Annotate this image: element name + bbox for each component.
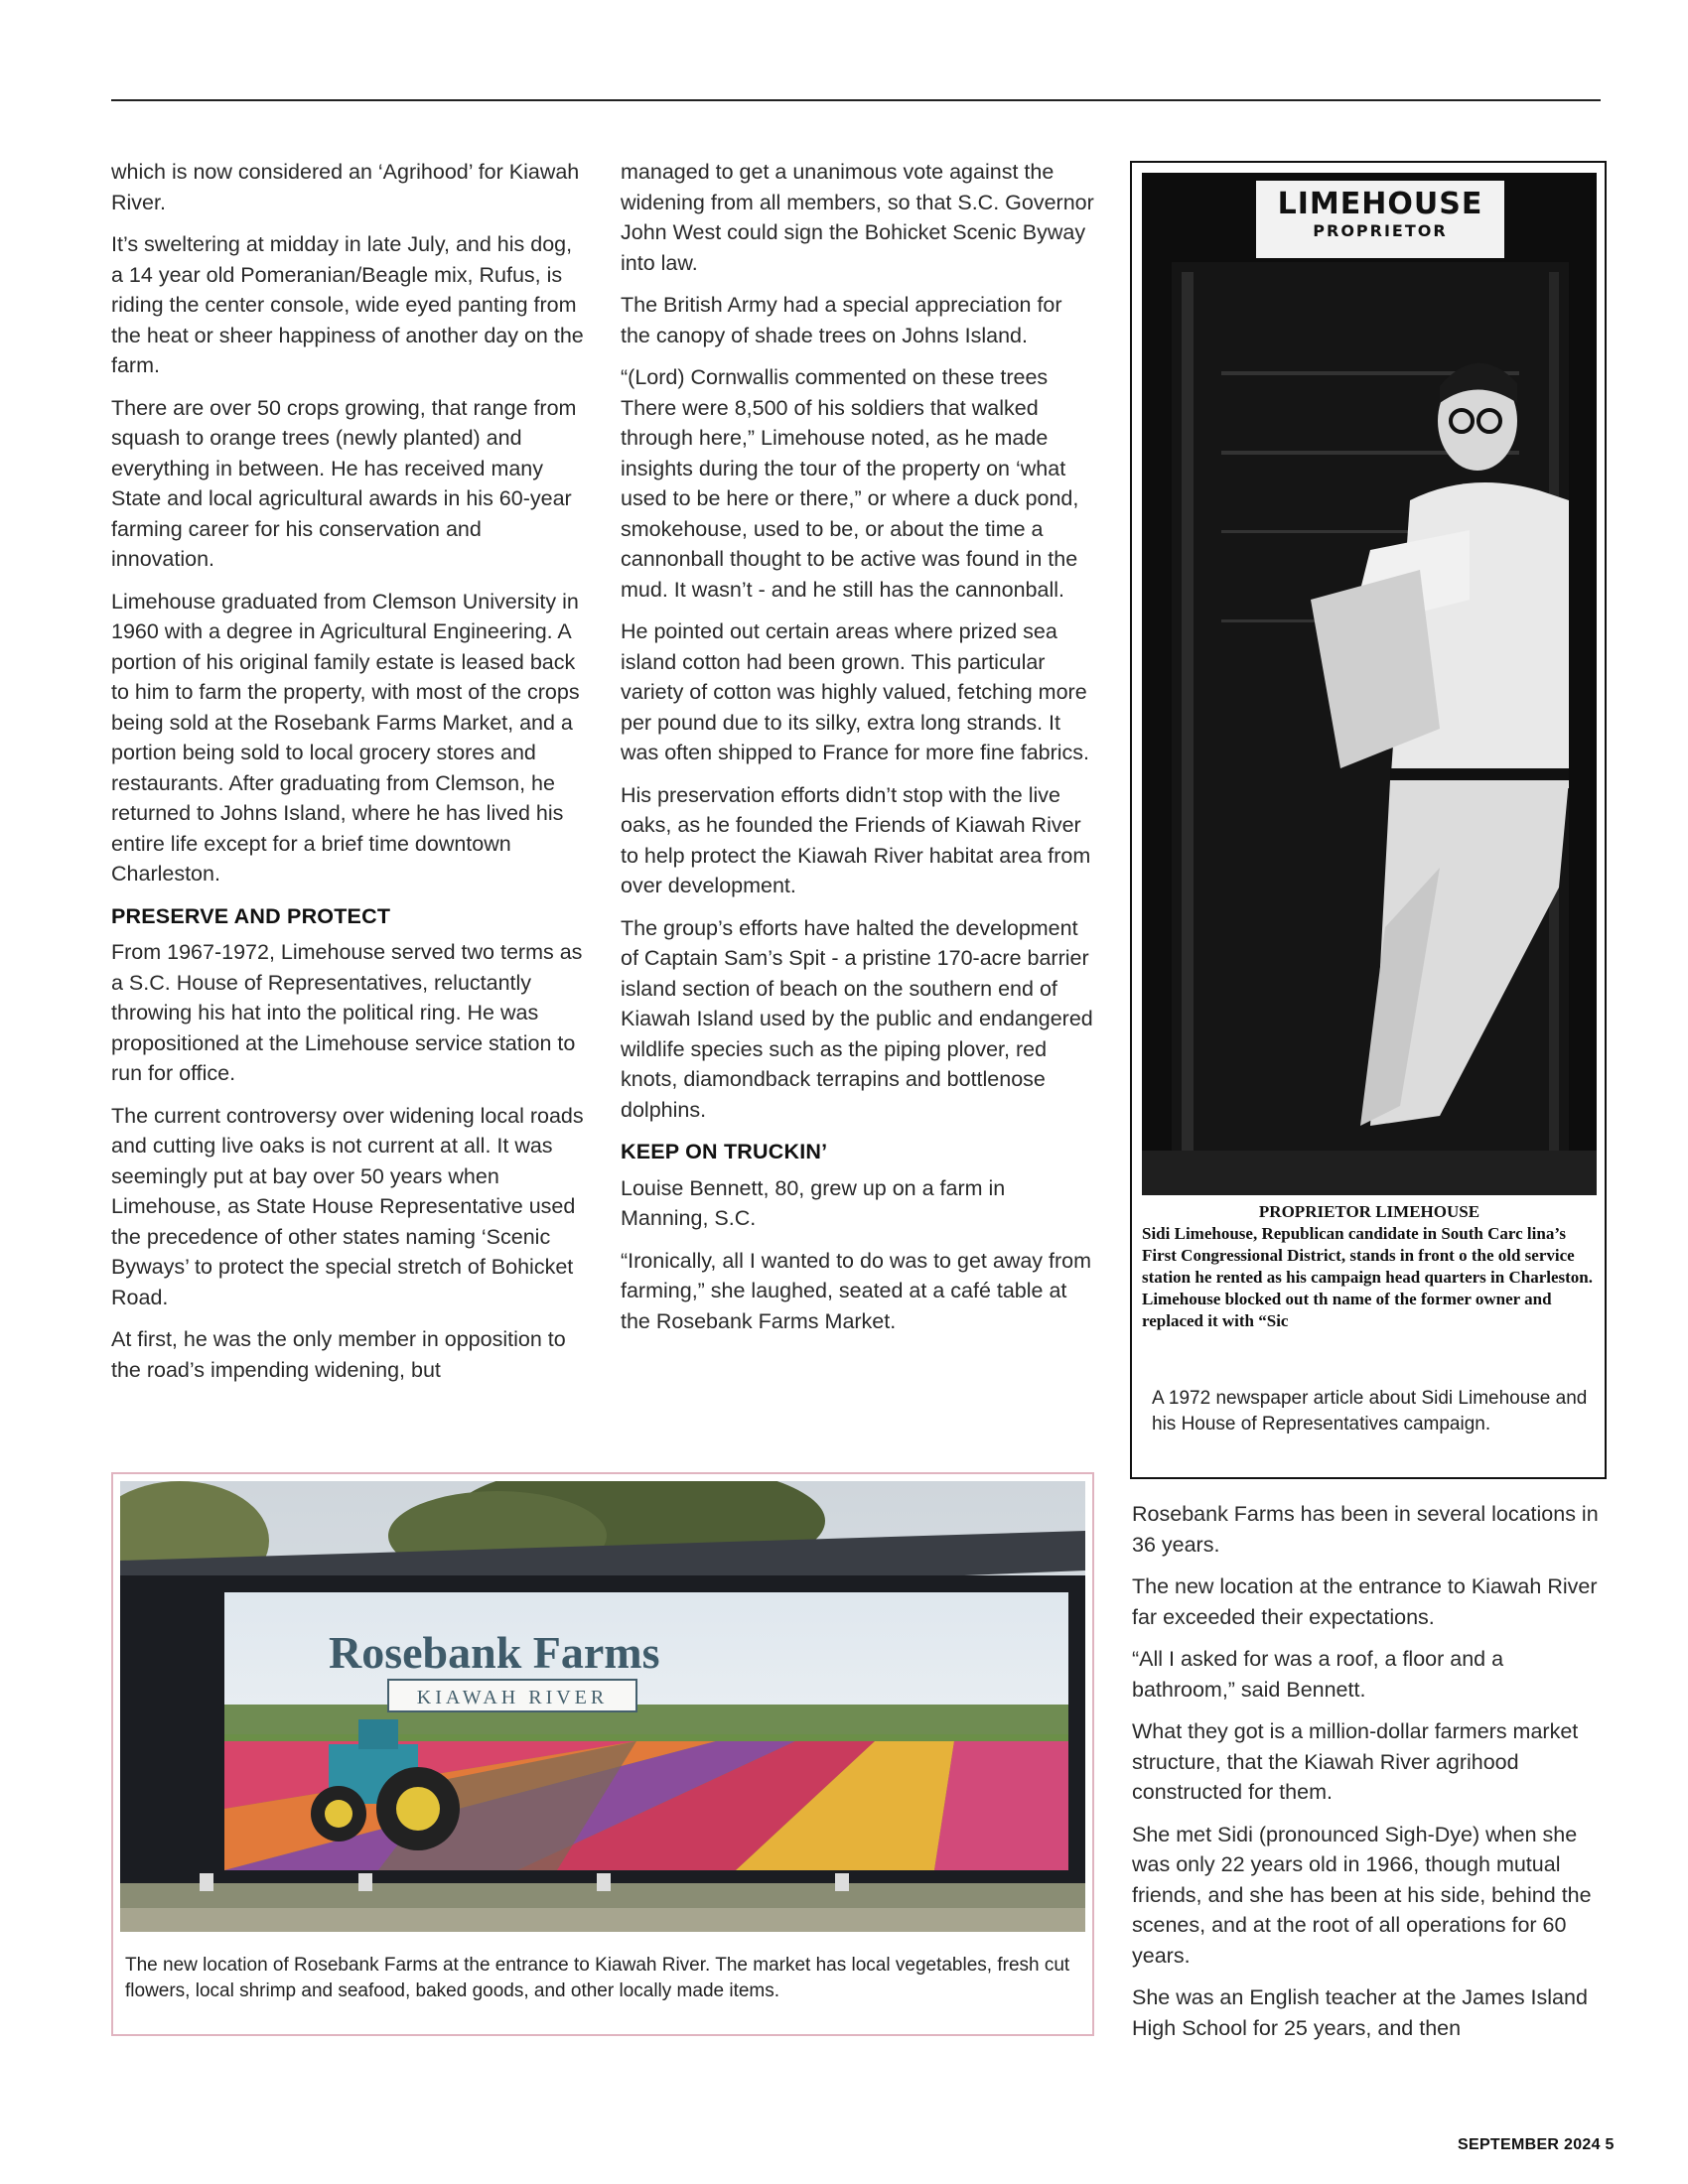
paragraph: His preservation efforts didn’t stop with the live oaks, as he founded the Friends of Kiawah River to help protect the Kiawah River habitat area from over development. [621,782,1091,897]
paragraph: Limehouse graduated from Clemson University in 1960 with a degree in Agricultural Engineering. A portion of his original family estate is leased back to him to farm the property, with most of the crops being sold at the Rosebank Farms Market, and a portion being sold to local grocery stores and restaurants. After graduating from Clemson, he returned to Johns Island, where he has lived his entire life except for a brief time downtown Charleston. [111,589,580,886]
paragraph: It’s sweltering at midday in late July, and his dog, a 14 year old Pomeranian/Beagle mix, Rufus, is riding the center console, wide eyed panting from the heat or sheer happiness of another day on the farm. [111,232,584,377]
newspaper-photo [1142,173,1597,1195]
paragraph: She met Sidi (pronounced Sigh-Dye) when she was only 22 years old in 1966, though mutual friends, and she has been at his side, behind the scenes, and at the root of all operations for 60 years. [1132,1822,1592,1968]
paragraph: She was an English teacher at the James Island High School for 25 years, and then [1132,1985,1588,2040]
paragraph: At first, he was the only member in opposition to the road’s impending widening, but [111,1327,566,1382]
section-heading: PRESERVE AND PROTECT [111,903,391,928]
clip-title: PROPRIETOR LIMEHOUSE [1258,1202,1480,1221]
paragraph: managed to get a unanimous vote against the widening from all members, so that S.C. Governor John West could sign the Bohicket Scenic Byway into law. [621,160,1094,275]
article-column-1 [111,157,585,1397]
page-footer: SEPTEMBER 2024 5 [1458,2136,1615,2153]
sign-title: LIMEHOUSE [1277,187,1483,221]
paragraph: The new location at the entrance to Kiawah River far exceeded their expectations. [1132,1574,1598,1629]
limehouse-sign [1256,181,1504,258]
section-heading: KEEP ON TRUCKIN’ [621,1140,828,1163]
paragraph: What they got is a million-dollar farmers market structure, that the Kiawah River agrihood constructed for them. [1132,1719,1579,1804]
paragraph: The group’s efforts have halted the development of Captain Sam’s Spit - a pristine 170-acre barrier island section of beach on the southern end of Kiawah Island used by the public and endangered wildlife species such as the piping plover, red knots, diamondback terrapins and bottlenose dolphins. [621,915,1093,1122]
paragraph: which is now considered an ‘Agrihood’ for Kiawah River. [111,160,580,214]
article-column-2 [621,157,1094,1348]
paragraph: “Ironically, all I wanted to do was to get away from farming,” she laughed, seated at a café table at the Rosebank Farms Market. [621,1248,1092,1333]
paragraph: He pointed out certain areas where prized sea island cotton had been grown. This particular variety of cotton was highly valued, fetching more per pound due to its silky, extra long strands. It was often shipped to France for more fine fabrics. [621,619,1090,764]
paragraph: There are over 50 crops growing, that range from squash to orange trees (newly planted) and everything in between. He has received many State and local agricultural awards in his 60-year farming career for his conservation and innovation. [111,395,577,571]
paragraph: The current controversy over widening local roads and cutting live oaks is not current at all. It was seemingly put at bay over 50 years when Limehouse, as State House Representative used the precedence of other states naming ‘Scenic Byways’ to protect the special stretch of Bohicket Road. [111,1103,584,1309]
paragraph: From 1967-1972, Limehouse served two terms as a S.C. House of Representatives, reluctantly throwing his hat into the political ring. He was propositioned at the Limehouse service station to run for office. [111,940,583,1085]
mural-title: Rosebank Farms [329,1627,660,1678]
limehouse-photo-image [1142,173,1597,1195]
market-photo [120,1481,1085,1932]
article-column-3 [1132,1499,1605,2055]
sign-subtitle: PROPRIETOR [1313,221,1448,240]
rosebank-market-image [120,1481,1085,1932]
paragraph: Rosebank Farms has been in several locations in 36 years. [1132,1502,1599,1557]
newspaper-clip-text [1142,1201,1597,1350]
paragraph: “(Lord) Cornwallis commented on these trees There were 8,500 of his soldiers that walked through here,” Limehouse noted, as he made insights during the tour of the property on ‘what used to be here or there,” or where a duck pond, smokehouse, used to be, or about the time a cannonball thought to be active was found in the mud. It wasn’t - and he still has the cannonball. [621,365,1079,602]
paragraph: “All I asked for was a roof, a floor and a bathroom,” said Bennett. [1132,1647,1504,1702]
market-photo-figure [111,1472,1094,2036]
top-rule [111,99,1601,101]
mural-subtitle: KIAWAH RIVER [416,1687,609,1708]
figure-caption: A 1972 newspaper article about Sidi Limehouse and his House of Representatives campaign. [1152,1388,1588,1434]
newspaper-clipping-figure [1130,161,1607,1479]
clip-body: Sidi Limehouse, Republican candidate in South Carc lina’s First Congressional District, stands in front o the old service station he rented as his campaign head quarters in Charleston. Limehouse blocked out th name of the former owner and replaced it with “Sic [1142,1224,1593,1330]
figure-caption: The new location of Rosebank Farms at the entrance to Kiawah River. The market has local vegetables, fresh cut flowers, local shrimp and seafood, baked goods, and other locally made items. [125,1955,1070,2001]
paragraph: The British Army had a special appreciation for the canopy of shade trees on Johns Island. [621,293,1062,347]
paragraph: Louise Bennett, 80, grew up on a farm in Manning, S.C. [621,1175,1006,1230]
